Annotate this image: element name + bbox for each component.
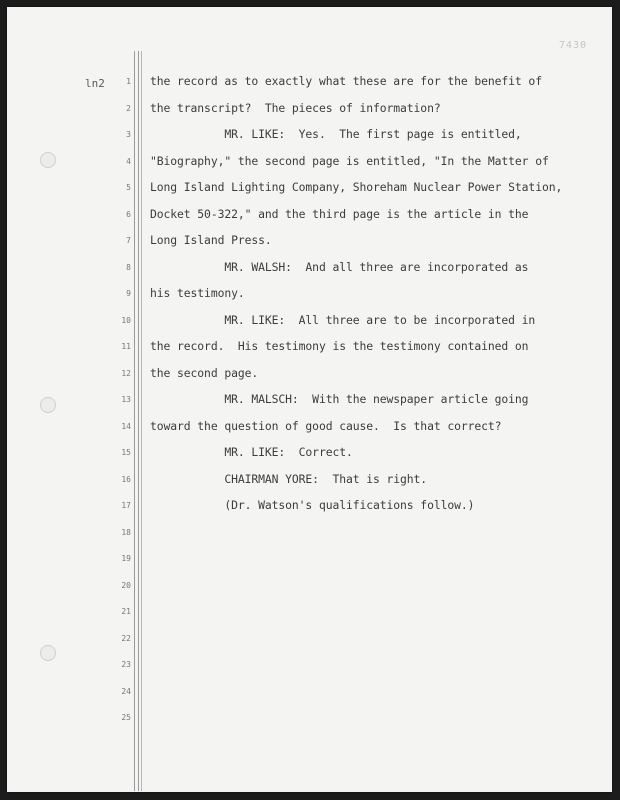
- line-number: 24: [121, 686, 131, 696]
- line-number: 14: [121, 421, 131, 431]
- page-number: 7430: [559, 40, 588, 51]
- margin-rule: [134, 51, 135, 791]
- line-number: 6: [126, 209, 131, 219]
- line-number: 13: [121, 395, 131, 404]
- line-number: 18: [121, 527, 131, 537]
- line-number: 20: [121, 580, 131, 590]
- line-number: 3: [126, 130, 131, 139]
- transcript-line: MR. LIKE: Correct.: [150, 445, 353, 459]
- line-number: 25: [121, 713, 131, 722]
- transcript-line: Docket 50-322," and the third page is the article in the: [150, 206, 529, 221]
- punch-hole: [40, 152, 56, 168]
- line-number: 9: [126, 289, 131, 298]
- transcript-line: MR. WALSH: And all three are incorporated as: [150, 259, 529, 274]
- line-number: 19: [121, 554, 131, 563]
- transcript-line: his testimony.: [150, 286, 245, 300]
- transcript-line: "Biography," the second page is entitled, "In the Matter of: [150, 153, 549, 168]
- line-number: 1: [126, 77, 131, 86]
- transcript-line: (Dr. Watson's qualifications follow.): [150, 498, 475, 512]
- margin-rule: [141, 51, 142, 791]
- transcript-line: toward the question of good cause. Is that correct?: [150, 418, 502, 433]
- transcript-line: MR. LIKE: All three are to be incorporated in: [150, 312, 536, 327]
- line-code: ln2: [85, 77, 105, 90]
- transcript-line: Long Island Press.: [150, 233, 272, 247]
- line-number: 23: [121, 660, 131, 669]
- transcript-line: CHAIRMAN YORE: That is right.: [150, 471, 428, 486]
- line-number: 17: [121, 501, 131, 510]
- transcript-line: MR. MALSCH: With the newspaper article going: [150, 392, 529, 406]
- line-number: 12: [121, 368, 131, 378]
- line-number: 11: [121, 342, 131, 351]
- line-number: 2: [126, 103, 131, 113]
- line-number: 15: [121, 448, 131, 457]
- line-number: 16: [121, 474, 131, 484]
- line-number: 5: [126, 183, 131, 192]
- transcript-line: the record as to exactly what these are for the benefit of: [150, 74, 542, 88]
- transcript-page: [7, 7, 612, 792]
- line-number: 7: [126, 236, 131, 245]
- transcript-line: MR. LIKE: Yes. The first page is entitled,: [150, 127, 522, 141]
- line-number: 22: [121, 633, 131, 643]
- transcript-line: the second page.: [150, 365, 259, 380]
- margin-rule: [138, 51, 139, 791]
- punch-hole: [40, 645, 56, 661]
- transcript-line: Long Island Lighting Company, Shoreham Nuclear Power Station,: [150, 180, 563, 194]
- line-number: 4: [126, 156, 131, 166]
- line-number: 10: [121, 315, 131, 325]
- line-number: 21: [121, 607, 131, 616]
- transcript-line: the record. His testimony is the testimony contained on: [150, 339, 529, 353]
- line-number: 8: [126, 262, 131, 272]
- transcript-line: the transcript? The pieces of information?: [150, 100, 441, 115]
- punch-hole: [40, 397, 56, 413]
